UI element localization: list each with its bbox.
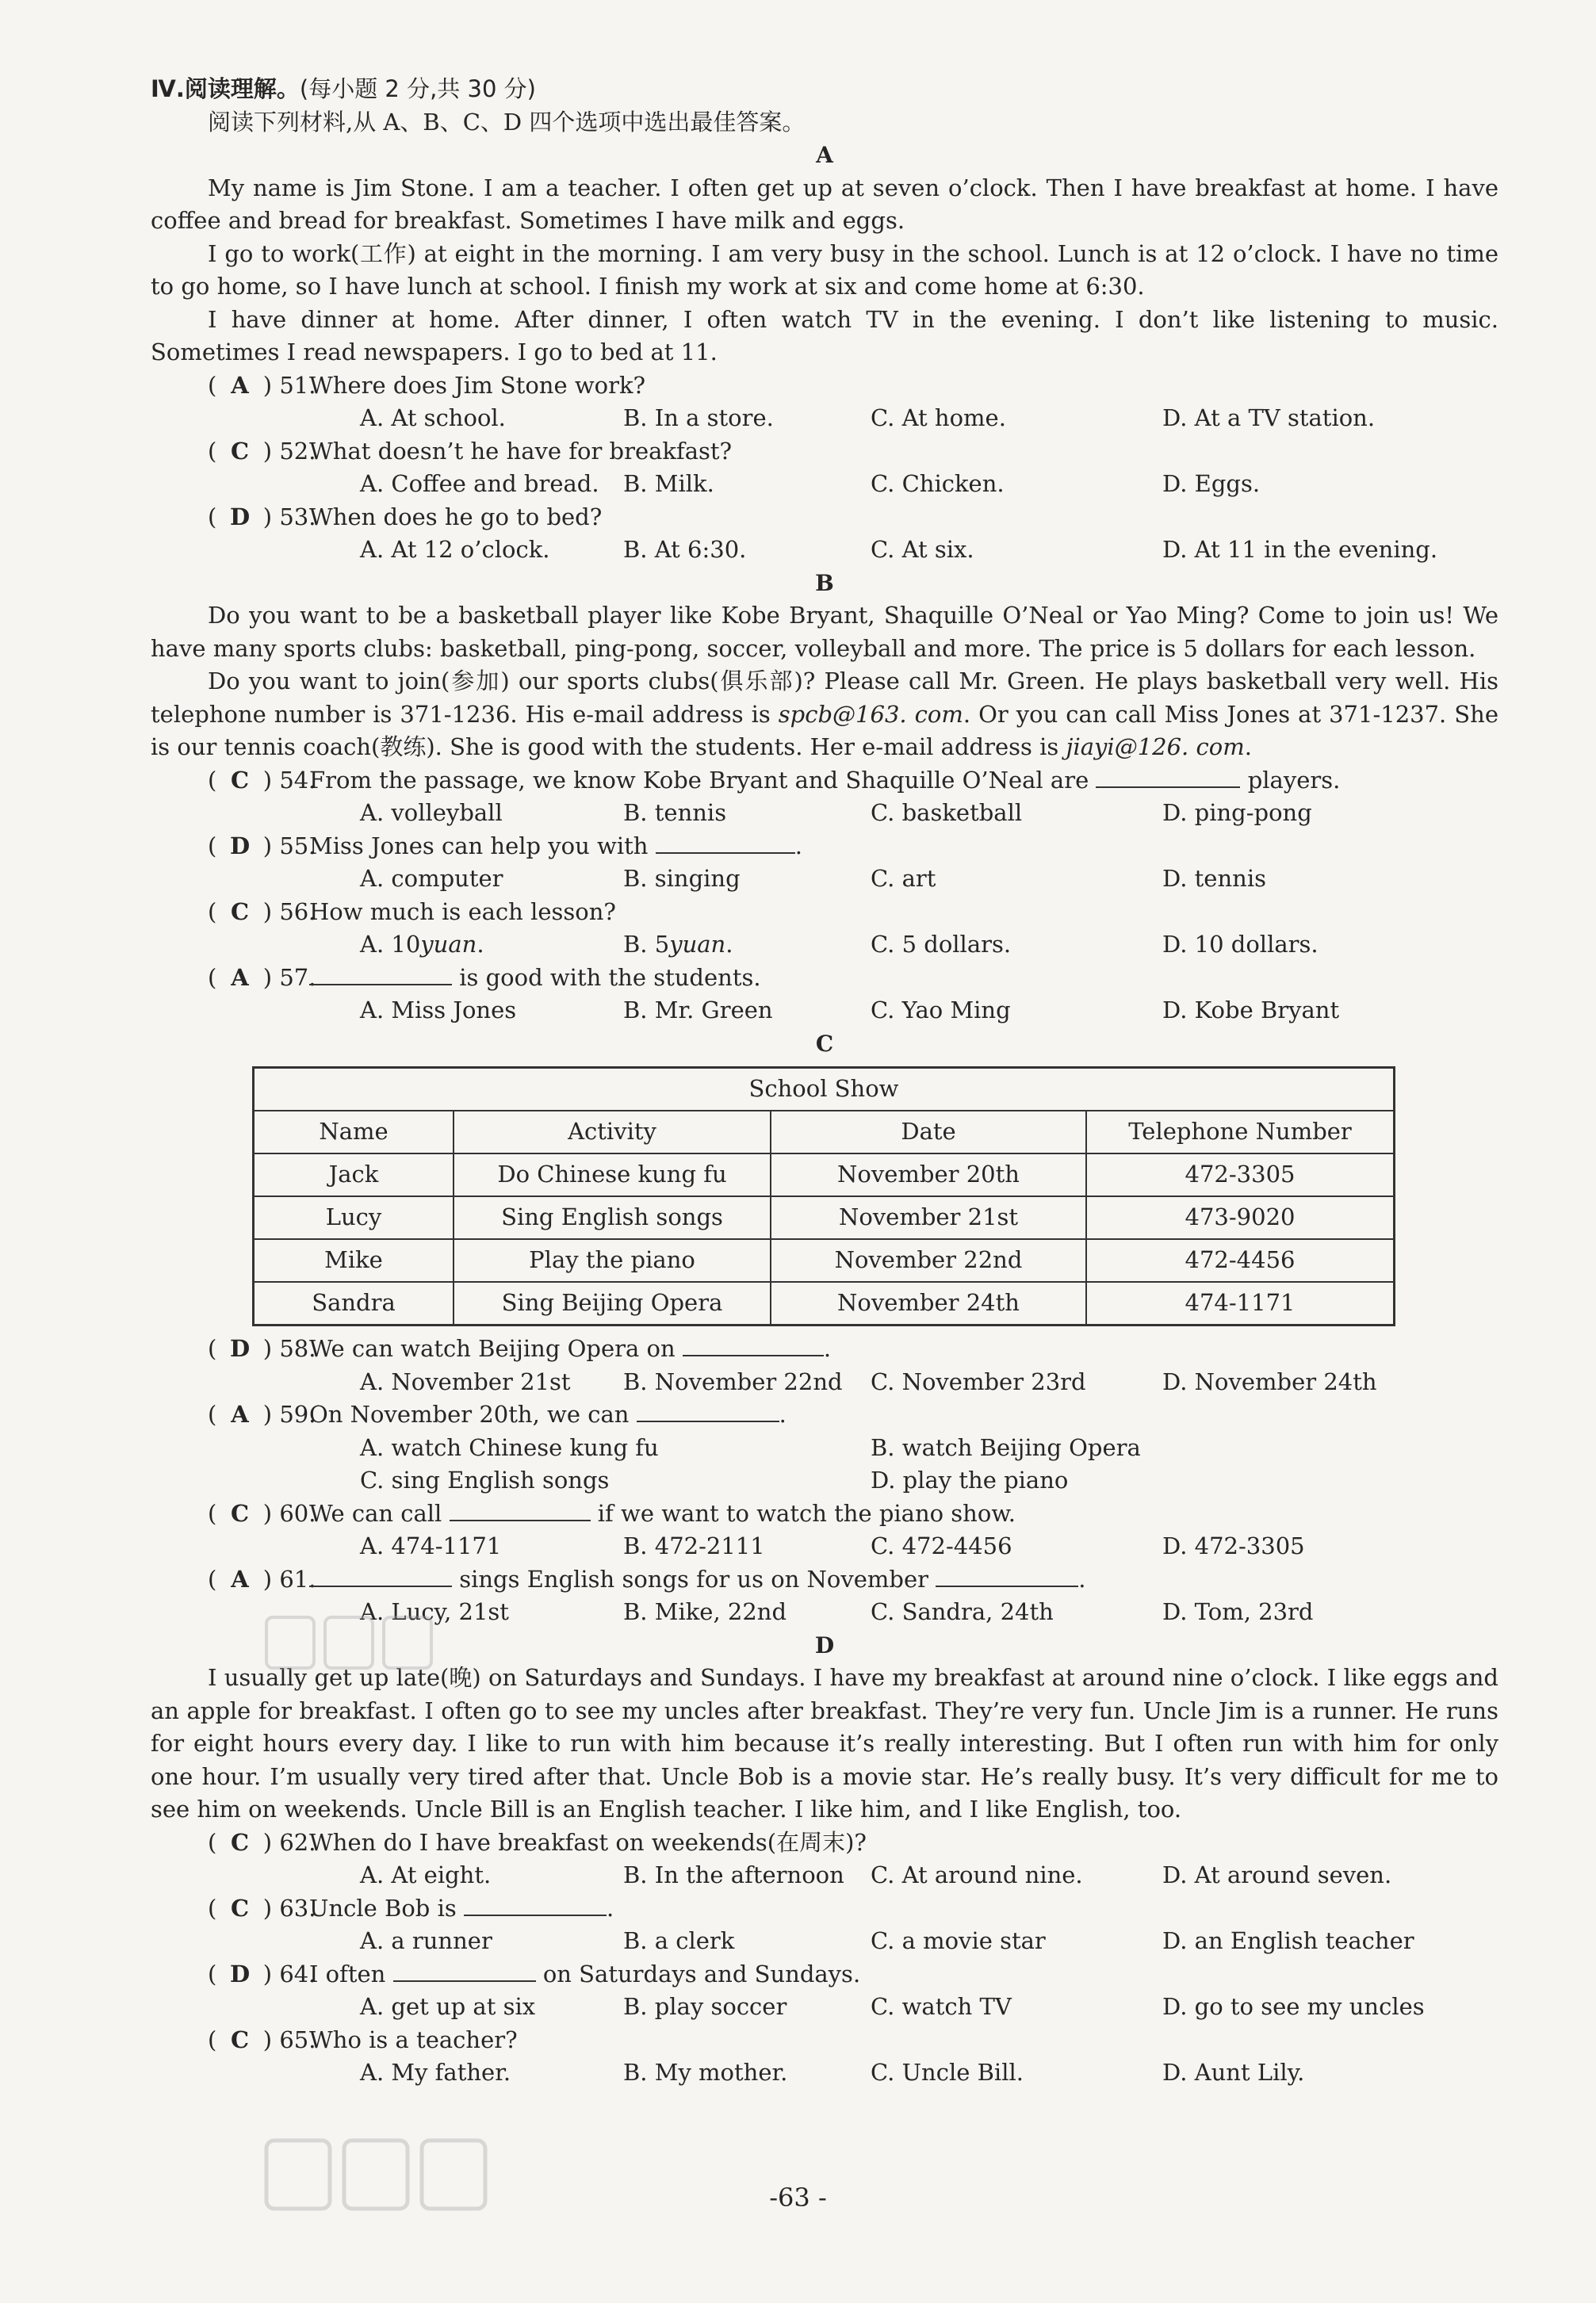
options-62 [151, 1859, 1498, 1892]
option-c: C. basketball [871, 799, 1023, 826]
option-a: A. My father. [360, 2059, 511, 2086]
option-c: C. 5 dollars. [871, 931, 1012, 958]
passage-d-heading: D [814, 1632, 835, 1658]
answer-bracket: ( C ) 52. [208, 437, 316, 465]
option-a: A. At eight. [360, 1861, 492, 1888]
question-64: ( D ) 64. I often on Saturdays and Sundays. [151, 1958, 1498, 1991]
passage-a-heading: A [816, 142, 833, 168]
column-header: Name [254, 1111, 454, 1153]
options-65 [151, 2056, 1498, 2090]
email-address: jiayi@126. com [1066, 733, 1245, 760]
table-row [254, 1239, 1395, 1282]
column-header: Telephone Number [1086, 1111, 1395, 1153]
option-c: C. a movie star [871, 1927, 1046, 1954]
answer-blank [450, 1498, 591, 1521]
column-header: Date [771, 1111, 1086, 1153]
passage-b-paragraph: Do you want to be a basketball player like Kobe Bryant, Shaquille O’Neal or Yao Ming? Come to join us! We have many sports clubs: basketball, ping-pong, soccer, volleyball and more. The price is 5 dollars for each lesson. [151, 602, 1498, 662]
column-header: Activity [454, 1111, 771, 1153]
table-cell: November 20th [771, 1153, 1086, 1196]
table-cell: Sandra [254, 1282, 454, 1326]
answer-bracket: ( D ) 55. [208, 832, 316, 859]
table-cell: November 21st [771, 1196, 1086, 1239]
option-b: B. At 6:30. [623, 536, 747, 563]
table-cell: Sing English songs [454, 1196, 771, 1239]
option-a: A. 474-1171 [360, 1532, 502, 1559]
option-d: D. play the piano [871, 1467, 1069, 1494]
option-b: B. November 22nd [623, 1368, 843, 1395]
question-53: ( D ) 53. When does he go to bed? [151, 501, 1498, 534]
table-cell: November 24th [771, 1282, 1086, 1326]
option-a: A. watch Chinese kung fu [360, 1433, 659, 1461]
question-59: ( A ) 59. On November 20th, we can . [151, 1398, 1498, 1432]
option-b: B. In a store. [623, 404, 774, 431]
option-c: C. Uncle Bill. [871, 2059, 1024, 2086]
watermark-icon [262, 1609, 436, 1681]
answer-blank [656, 830, 795, 854]
option-b: B. Mr. Green [623, 997, 773, 1023]
options-54 [151, 797, 1498, 830]
answer-bracket: ( C ) 54. [208, 766, 316, 794]
option-a: A. Miss Jones [360, 997, 517, 1023]
options-53 [151, 534, 1498, 567]
answer-bracket: ( C ) 60. [208, 1499, 316, 1527]
answer-blank [683, 1333, 824, 1356]
option-a: A. computer [360, 865, 503, 892]
table-cell: Lucy [254, 1196, 454, 1239]
passage-a-paragraph: My name is Jim Stone. I am a teacher. I often get up at seven o’clock. Then I have breakfast at home. I have coffee and bread for breakfast. Sometimes I have milk and eggs. [151, 174, 1498, 234]
question-52: ( C ) 52. What doesn’t he have for breakfast? [151, 435, 1498, 469]
question-54: ( C ) 54. From the passage, we know Kobe Bryant and Shaquille O’Neal are players. [151, 764, 1498, 798]
option-a: A. November 21st [360, 1368, 571, 1395]
option-c: C. Yao Ming [871, 997, 1011, 1023]
question-65: ( C ) 65. Who is a teacher? [151, 2024, 1498, 2057]
option-c: C. 472-4456 [871, 1532, 1012, 1559]
table-cell: Sing Beijing Opera [454, 1282, 771, 1326]
question-60: ( C ) 60. We can call if we want to watch the piano show. [151, 1498, 1498, 1531]
answer-blank [936, 1563, 1078, 1587]
option-b: B. In the afternoon [623, 1861, 844, 1888]
options-56 [151, 928, 1498, 962]
option-c: C. At home. [871, 404, 1006, 431]
option-b: B. My mother. [623, 2059, 788, 2086]
answer-blank [309, 1563, 452, 1587]
answer-bracket: ( A ) 57. [208, 963, 316, 991]
options-59-row2 [151, 1464, 1498, 1498]
answer-bracket: ( C ) 65. [208, 2026, 316, 2053]
question-51: ( A ) 51. Where does Jim Stone work? [151, 369, 1498, 403]
option-c: C. November 23rd [871, 1368, 1086, 1395]
option-b: B. Milk. [623, 470, 714, 497]
exam-page [151, 73, 1498, 2090]
answer-bracket: ( D ) 64. [208, 1960, 316, 1987]
section-title: Ⅳ.阅读理解。(每小题 2 分,共 30 分) [151, 75, 536, 102]
option-d: D. tennis [1162, 865, 1266, 892]
option-d: D. 472-3305 [1162, 1532, 1305, 1559]
answer-blank [464, 1892, 607, 1916]
option-c: C. At six. [871, 536, 974, 563]
option-d: D. go to see my uncles [1162, 1993, 1425, 2020]
passage-d-paragraph: I usually get up late(晚) on Saturdays and Sundays. I have my breakfast at around nine o’clock. I like eggs and an apple for breakfast. I often go to see my uncles after breakfast. They’re very fun. Uncle Jim is a runner. He runs for eight hours every day. I like to run with him because it’s really interesting. But I often run with him for only one hour. I’m usually very tired after that. Uncle Bob is a movie star. He’s really busy. It’s very difficult for me to see him on weekends. Uncle Bill is an English teacher. I like him, and I like English, too. [151, 1664, 1498, 1823]
question-62: ( C ) 62. When do I have breakfast on weekends(在周末)? [151, 1827, 1498, 1860]
option-b: B. singing [623, 865, 741, 892]
option-b: B. Mike, 22nd [623, 1598, 787, 1625]
answer-blank [1096, 764, 1240, 788]
option-d: D. Eggs. [1162, 470, 1261, 497]
option-c: C. At around nine. [871, 1861, 1083, 1888]
option-d: D. Aunt Lily. [1162, 2059, 1305, 2086]
passage-b-heading: B [815, 569, 834, 596]
options-63 [151, 1925, 1498, 1958]
option-d: D. November 24th [1162, 1368, 1377, 1395]
question-63: ( C ) 63. Uncle Bob is . [151, 1892, 1498, 1926]
option-b: B. 5yuan. [623, 931, 733, 958]
option-d: D. ping-pong [1162, 799, 1312, 826]
table-row [254, 1153, 1395, 1196]
option-d: D. 10 dollars. [1162, 931, 1319, 958]
option-d: D. At around seven. [1162, 1861, 1392, 1888]
table-header-row [254, 1111, 1395, 1153]
option-c: C. watch TV [871, 1993, 1012, 2020]
answer-bracket: ( A ) 61. [208, 1565, 316, 1593]
question-56: ( C ) 56. How much is each lesson? [151, 896, 1498, 929]
answer-bracket: ( A ) 59. [208, 1401, 316, 1428]
option-c: C. art [871, 865, 936, 892]
options-52 [151, 468, 1498, 501]
answer-blank [393, 1958, 536, 1982]
section-instruction: 阅读下列材料,从 A、B、C、D 四个选项中选出最佳答案。 [208, 108, 806, 136]
options-64 [151, 1991, 1498, 2024]
option-b: B. 472-2111 [623, 1532, 765, 1559]
option-b: B. play soccer [623, 1993, 787, 2020]
table-cell: Mike [254, 1239, 454, 1282]
options-59-row1 [151, 1432, 1498, 1465]
options-58 [151, 1366, 1498, 1399]
options-55 [151, 863, 1498, 896]
answer-bracket: ( A ) 51. [208, 371, 316, 399]
passage-a-paragraph: I have dinner at home. After dinner, I often watch TV in the evening. I don’t like listening to music. Sometimes I read newspapers. I go to bed at 11. [151, 305, 1498, 365]
table-cell: November 22nd [771, 1239, 1086, 1282]
options-51 [151, 402, 1498, 435]
option-d: D. At 11 in the evening. [1162, 536, 1438, 563]
table-row [254, 1282, 1395, 1326]
option-a: A. At 12 o’clock. [360, 536, 550, 563]
option-a: A. volleyball [360, 799, 503, 826]
school-show-table [252, 1066, 1395, 1326]
option-b: B. a clerk [623, 1927, 735, 1954]
table-cell: Jack [254, 1153, 454, 1196]
table-cell: 472-4456 [1086, 1239, 1395, 1282]
answer-blank [309, 962, 452, 985]
page-number: -63 - [769, 2182, 827, 2213]
question-58: ( D ) 58. We can watch Beijing Opera on . [151, 1333, 1498, 1366]
table-cell: 472-3305 [1086, 1153, 1395, 1196]
passage-b-paragraph: Do you want to join(参加) our sports clubs(俱乐部)? Please call Mr. Green. He plays basketball very well. His telephone number is 371-1236. His e-mail address is spcb@163. com. Or you can call Miss Jones at 371-1237. She is our tennis coach(教练). She is good with the students. Her e-mail address is jiayi@126. com. [151, 668, 1498, 760]
table-title: School Show [254, 1068, 1395, 1111]
answer-bracket: ( C ) 56. [208, 897, 316, 925]
options-60 [151, 1530, 1498, 1563]
table-row [254, 1196, 1395, 1239]
option-a: A. Lucy, 21st [360, 1598, 509, 1625]
table-cell: Do Chinese kung fu [454, 1153, 771, 1196]
table-cell: Play the piano [454, 1239, 771, 1282]
option-d: D. Tom, 23rd [1162, 1598, 1314, 1625]
answer-bracket: ( D ) 58. [208, 1335, 316, 1362]
question-55: ( D ) 55. Miss Jones can help you with . [151, 830, 1498, 863]
options-57 [151, 994, 1498, 1027]
table-cell: 473-9020 [1086, 1196, 1395, 1239]
option-a: A. At school. [360, 404, 506, 431]
question-61: ( A ) 61. sings English songs for us on November . [151, 1563, 1498, 1597]
option-b: B. tennis [623, 799, 727, 826]
option-c: C. sing English songs [360, 1467, 610, 1494]
table-cell: 474-1171 [1086, 1282, 1395, 1326]
answer-bracket: ( C ) 62. [208, 1828, 316, 1856]
passage-c-heading: C [815, 1030, 834, 1057]
answer-bracket: ( D ) 53. [208, 503, 316, 530]
option-b: B. watch Beijing Opera [871, 1433, 1141, 1461]
option-c: C. Sandra, 24th [871, 1598, 1054, 1625]
option-d: D. Kobe Bryant [1162, 997, 1340, 1023]
answer-bracket: ( C ) 63. [208, 1894, 316, 1922]
question-57: ( A ) 57. is good with the students. [151, 962, 1498, 995]
option-a: A. 10yuan. [360, 931, 484, 958]
option-c: C. Chicken. [871, 470, 1005, 497]
passage-a-paragraph: I go to work(工作) at eight in the morning. I am very busy in the school. Lunch is at 12 o’clock. I have no time to go home, so I have lunch at school. I finish my work at six and come home at 6:30. [151, 239, 1498, 300]
option-a: A. Coffee and bread. [360, 470, 599, 497]
option-a: A. a runner [360, 1927, 492, 1954]
option-a: A. get up at six [360, 1993, 536, 2020]
option-d: D. At a TV station. [1162, 404, 1376, 431]
option-d: D. an English teacher [1162, 1927, 1414, 1954]
email-address: spcb@163. com [778, 700, 963, 728]
answer-blank [637, 1398, 779, 1422]
